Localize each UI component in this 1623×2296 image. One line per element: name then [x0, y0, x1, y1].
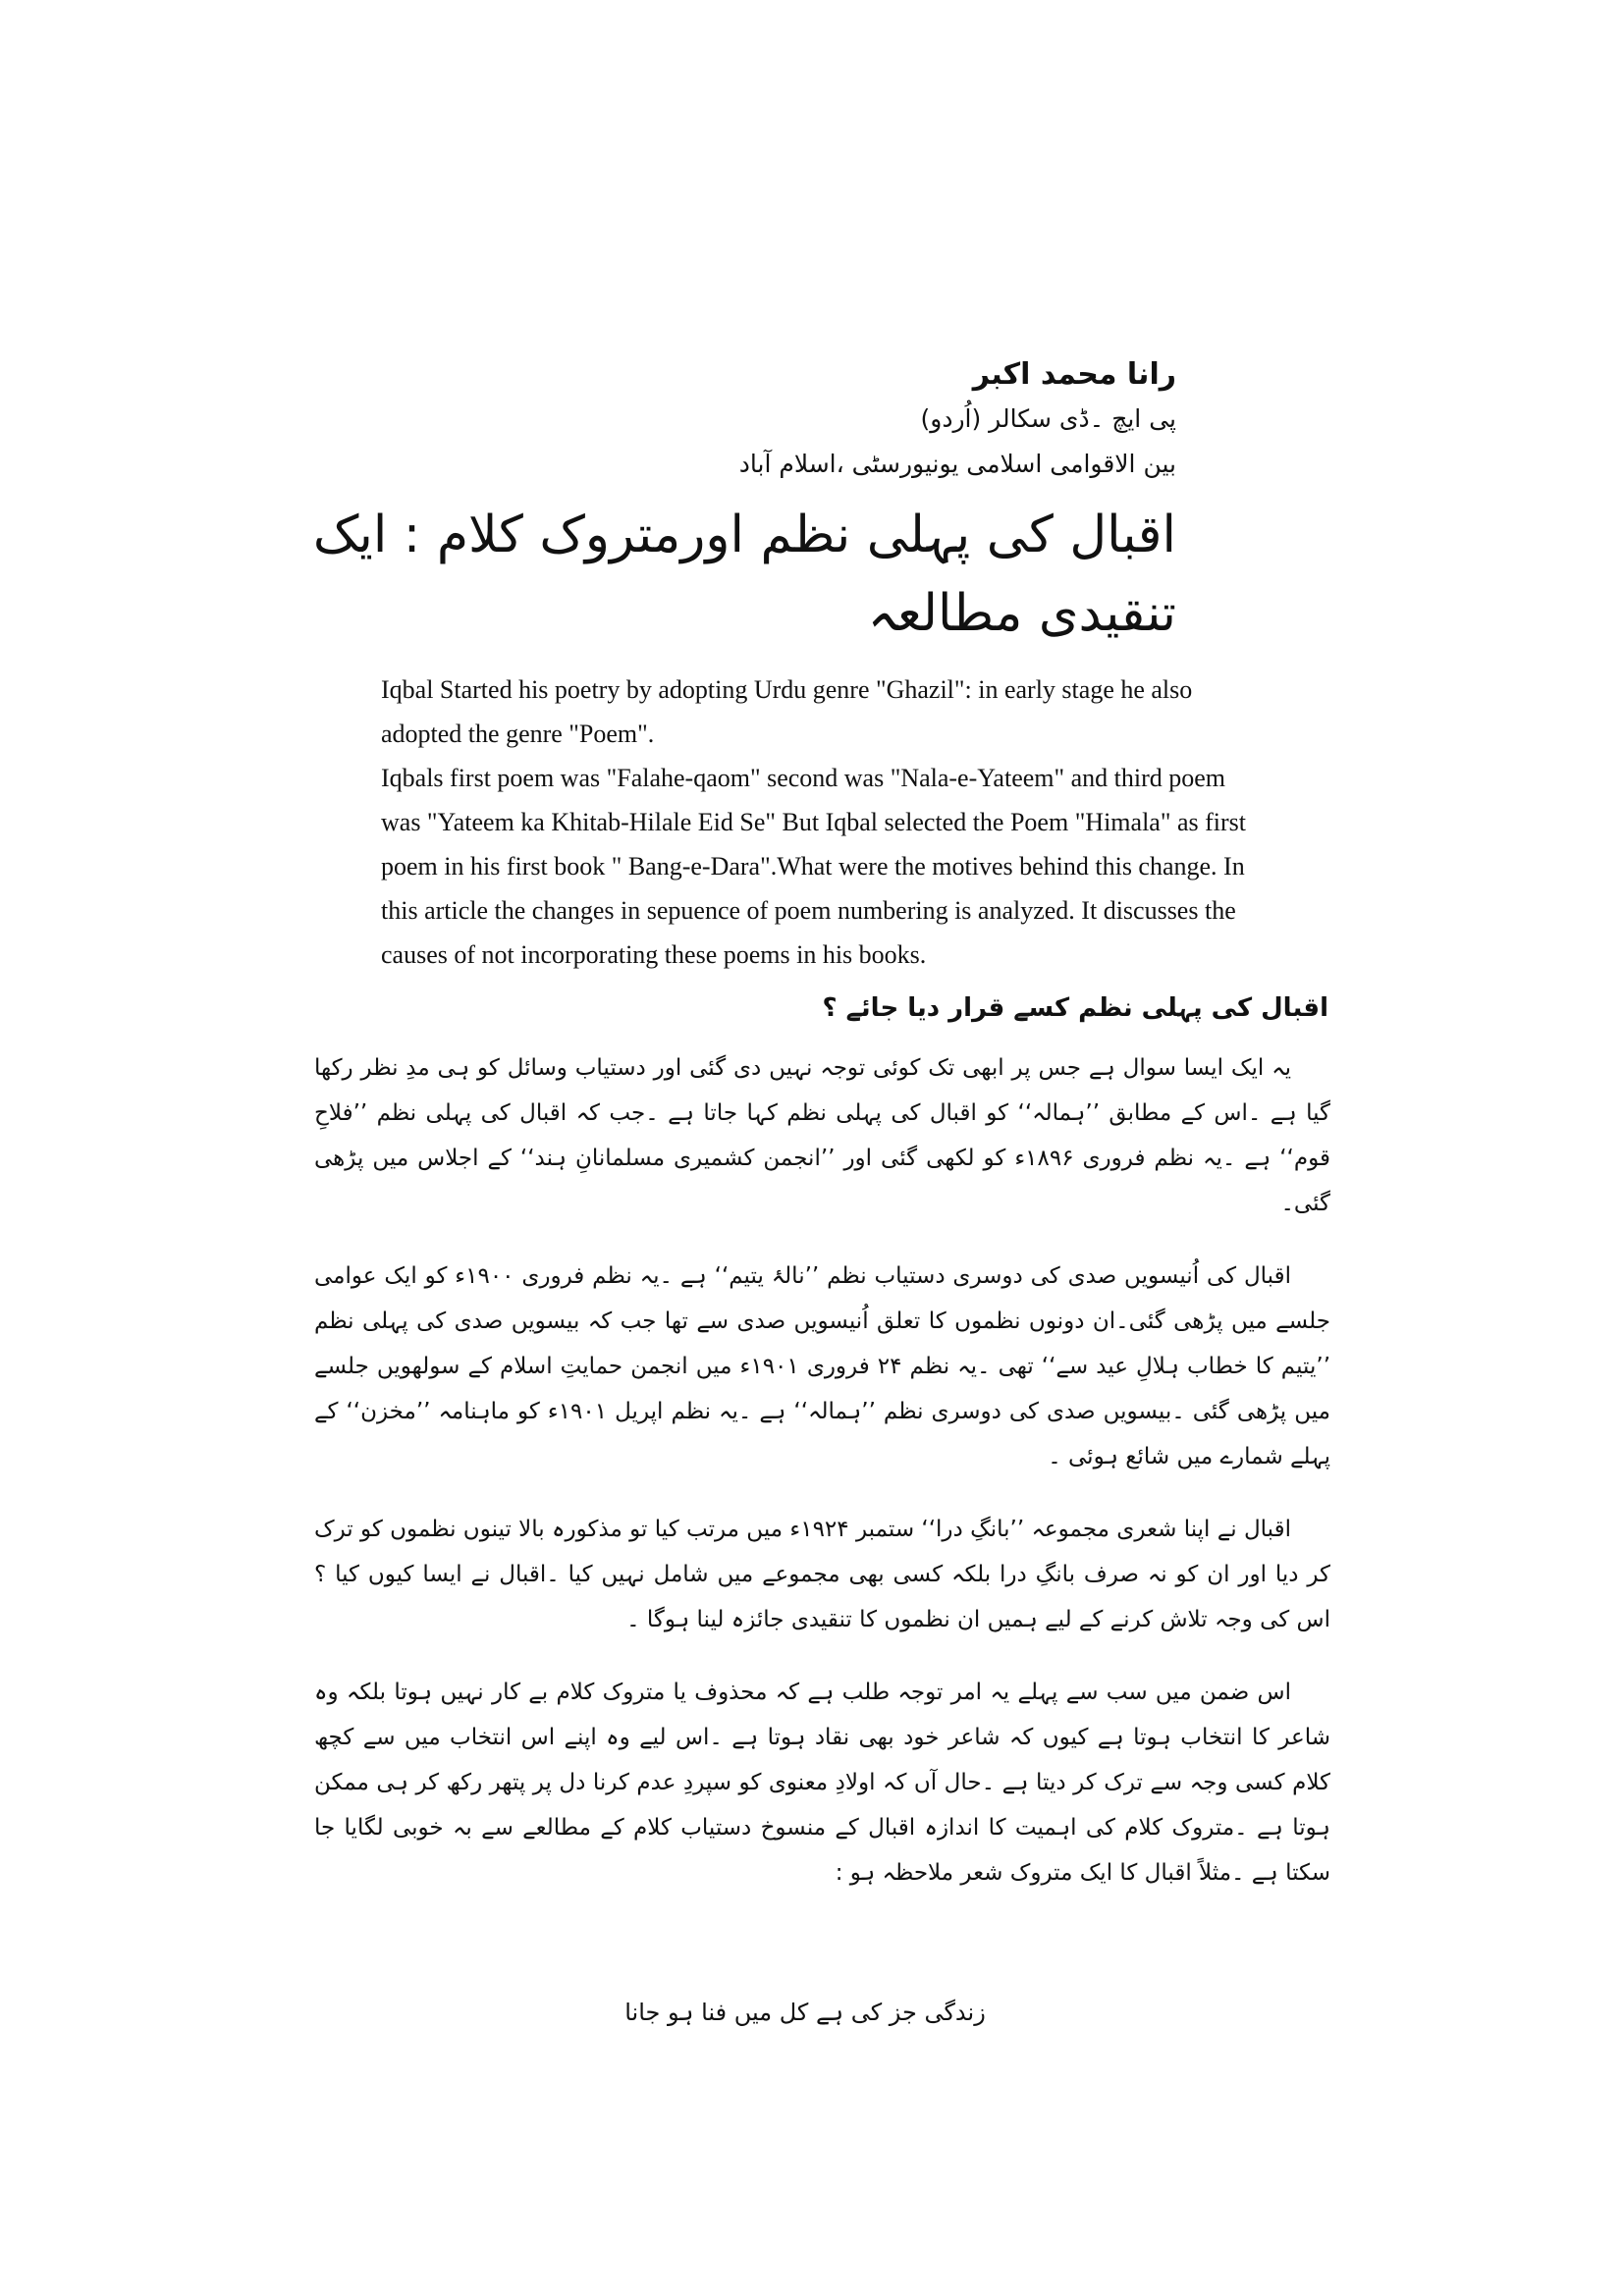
author-block	[739, 353, 1176, 487]
section-heading: اقبال کی پہلی نظم کسے قرار دیا جائے ؟	[822, 993, 1328, 1023]
body-paragraph: اس ضمن میں سب سے پہلے یہ امر توجہ طلب ہے کہ محذوف یا متروک کلام بے کار نہیں ہوتا بلکہ وہ شاعر کا انتخاب ہوتا ہے کیوں کہ شاعر خود بھی نقاد ہوتا ہے ۔اس لیے وہ اپنے اس انتخاب میں سے کچھ کلام کسی وجہ سے ترک کر دیتا ہے ۔حال آں کہ اولادِ معنوی کو سپردِ عدم کرنا دل پر پتھر رکھ کر ہی ممکن ہوتا ہے ۔متروک کلام کی اہمیت کا اندازہ اقبال کے منسوخ دستیاب کلام کے مطالعے سے بہ خوبی لگایا جا سکتا ہے ۔مثلاً اقبال کا ایک متروک شعر ملاحظہ ہو :	[314, 1680, 1330, 1886]
body-paragraph: اقبال کی اُنیسویں صدی کی دوسری دستیاب نظم ’’نالۂ یتیم‘‘ ہے ۔یہ نظم فروری ۱۹۰۰ء کو ایک عوامی جلسے میں پڑھی گئی۔ان دونوں نظموں کا تعلق اُنیسویں صدی سے تھا جب کہ بیسویں صدی کی پہلی نظم ’’یتیم کا خطاب ہلالِ عید سے‘‘ تھی ۔یہ نظم ۲۴ فروری ۱۹۰۱ء میں انجمن حمایتِ اسلام کے سولھویں جلسے میں پڑھی گئی ۔بیسویں صدی کی دوسری نظم ’’ہمالہ‘‘ ہے ۔یہ نظم اپریل ۱۹۰۱ء کو ماہنامہ ’’مخزن‘‘ کے پہلے شمارے میں شائع ہوئی ۔	[314, 1263, 1330, 1469]
author-institution: بین الاقوامی اسلامی یونیورسٹی ،اسلام آباد	[738, 450, 1176, 478]
verse-line: زندگی جز کی ہے کل میں فنا ہو جانا	[624, 1999, 986, 2026]
abstract-paragraph: Iqbal Started his poetry by adopting Urdu genre "Ghazil": in early stage he also adopted the genre "Poem".	[381, 675, 1193, 748]
body-paragraph: اقبال نے اپنا شعری مجموعہ ’’بانگِ درا‘‘ ستمبر ۱۹۲۴ء میں مرتب کیا تو مذکورہ بالا تینوں نظموں کو ترک کر دیا اور ان کو نہ صرف بانگِ درا بلکہ کسی بھی مجموعے میں شامل نہیں کیا ۔اقبال نے ایسا کیوں کیا ؟ اس کی وجہ تلاش کرنے کے لیے ہمیں ان نظموں کا تنقیدی جائزہ لینا ہوگا ۔	[314, 1517, 1330, 1632]
article-body	[314, 1045, 1330, 1923]
author-degree: پی ایچ ۔ڈی سکالر (اُردو)	[920, 404, 1176, 433]
article-title: اقبال کی پہلی نظم اورمتروک کلام : ایک تنقیدی مطالعہ	[312, 506, 1176, 643]
author-name: رانا محمد اکبر	[972, 357, 1176, 392]
body-paragraph: یہ ایک ایسا سوال ہے جس پر ابھی تک کوئی توجہ نہیں دی گئی اور دستیاب وسائل کو ہی مدِ نظر رکھا گیا ہے ۔اس کے مطابق ’’ہمالہ‘‘ کو اقبال کی پہلی نظم کہا جاتا ہے ۔جب کہ اقبال کی پہلی نظم ’’فلاحِ قوم‘‘ ہے ۔یہ نظم فروری ۱۸۹۶ء کو لکھی گئی اور ’’انجمن کشمیری مسلمانانِ ہند‘‘ کے اجلاس میں پڑھی گئی۔	[314, 1055, 1330, 1216]
abstract	[381, 667, 1265, 977]
abstract-paragraph: Iqbals first poem was "Falahe-qaom" second was "Nala-e-Yateem" and third poem was "Yateem ka Khitab-Hilale Eid Se" But Iqbal selected the Poem "Himala" as first poem in his first book " Bang-e-Dara".What were the motives behind this change. In this article the changes in sepuence of poem numbering is analyzed. It discusses the causes of not incorporating these poems in his books.	[381, 764, 1246, 969]
